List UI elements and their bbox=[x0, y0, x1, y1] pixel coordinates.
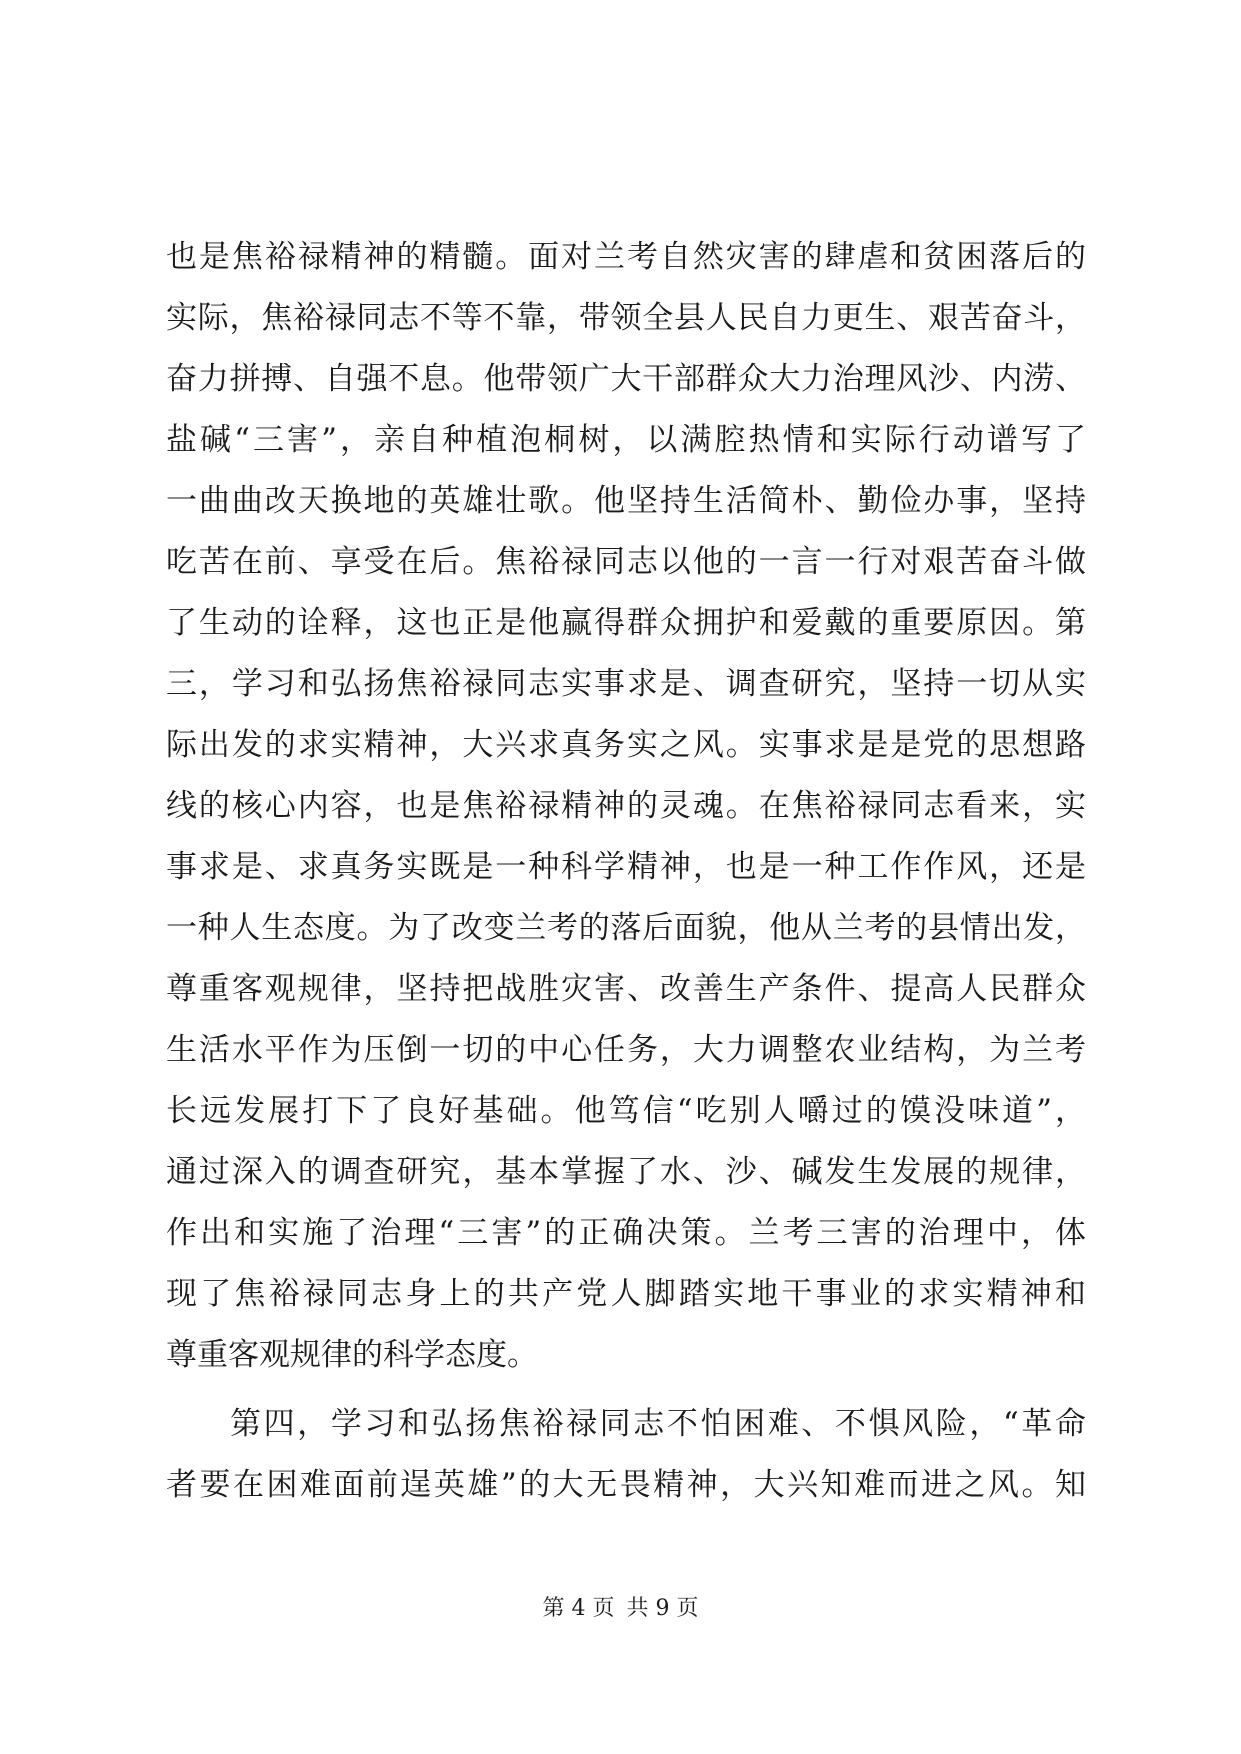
text-line: 通过深入的调查研究，基本掌握了水、沙、碱发生发展的规律， bbox=[166, 1154, 1086, 1190]
text-line: 生活水平作为压倒一切的中心任务，大力调整农业结构，为兰考 bbox=[166, 1032, 1086, 1068]
text-line: 盐碱“三害”，亲自种植泡桐树，以满腔热情和实际行动谱写了 bbox=[166, 422, 1086, 458]
text-line: 尊重客观规律，坚持把战胜灾害、改善生产条件、提高人民群众 bbox=[166, 971, 1086, 1007]
paragraph-gap bbox=[166, 1386, 1086, 1394]
text-line: 际出发的求实精神，大兴求真务实之风。实事求是是党的思想路 bbox=[166, 727, 1086, 763]
text-line: 第四，学习和弘扬焦裕禄同志不怕困难、不惧风险，“革命 bbox=[230, 1406, 1086, 1442]
text-line: 尊重客观规律的科学态度。 bbox=[166, 1337, 538, 1373]
text-line: 三，学习和弘扬焦裕禄同志实事求是、调查研究，坚持一切从实 bbox=[166, 666, 1086, 702]
text-line: 现了焦裕禄同志身上的共产党人脚踏实地干事业的求实精神和 bbox=[166, 1276, 1086, 1312]
text-line: 者要在困难面前逞英雄”的大无畏精神，大兴知难而进之风。知 bbox=[166, 1467, 1086, 1503]
paragraph bbox=[166, 1394, 1086, 1516]
page-total: 共 9 页 bbox=[626, 1596, 699, 1621]
text-line: 吃苦在前、享受在后。焦裕禄同志以他的一言一行对艰苦奋斗做 bbox=[166, 544, 1086, 580]
text-line: 事求是、求真务实既是一种科学精神，也是一种工作作风，还是 bbox=[166, 849, 1086, 885]
text-line: 奋力拼搏、自强不息。他带领广大干部群众大力治理风沙、内涝、 bbox=[166, 361, 1086, 397]
page-number: 第 4 页 bbox=[542, 1596, 615, 1621]
paragraph bbox=[166, 227, 1086, 1386]
text-line: 实际，焦裕禄同志不等不靠，带领全县人民自力更生、艰苦奋斗， bbox=[166, 300, 1086, 336]
text-line: 线的核心内容，也是焦裕禄精神的灵魂。在焦裕禄同志看来，实 bbox=[166, 788, 1086, 824]
text-line: 长远发展打下了良好基础。他笃信“吃别人嚼过的馍没味道”， bbox=[166, 1093, 1086, 1129]
text-line: 也是焦裕禄精神的精髓。面对兰考自然灾害的肆虐和贫困落后的 bbox=[166, 239, 1086, 275]
text-line: 一曲曲改天换地的英雄壮歌。他坚持生活简朴、勤俭办事，坚持 bbox=[166, 483, 1086, 519]
page-footer bbox=[0, 1594, 1241, 1624]
body-text bbox=[166, 227, 1086, 1516]
text-line: 作出和实施了治理“三害”的正确决策。兰考三害的治理中，体 bbox=[166, 1215, 1086, 1251]
text-line: 了生动的诠释，这也正是他赢得群众拥护和爱戴的重要原因。第 bbox=[166, 605, 1086, 641]
text-line: 一种人生态度。为了改变兰考的落后面貌，他从兰考的县情出发， bbox=[166, 910, 1086, 946]
